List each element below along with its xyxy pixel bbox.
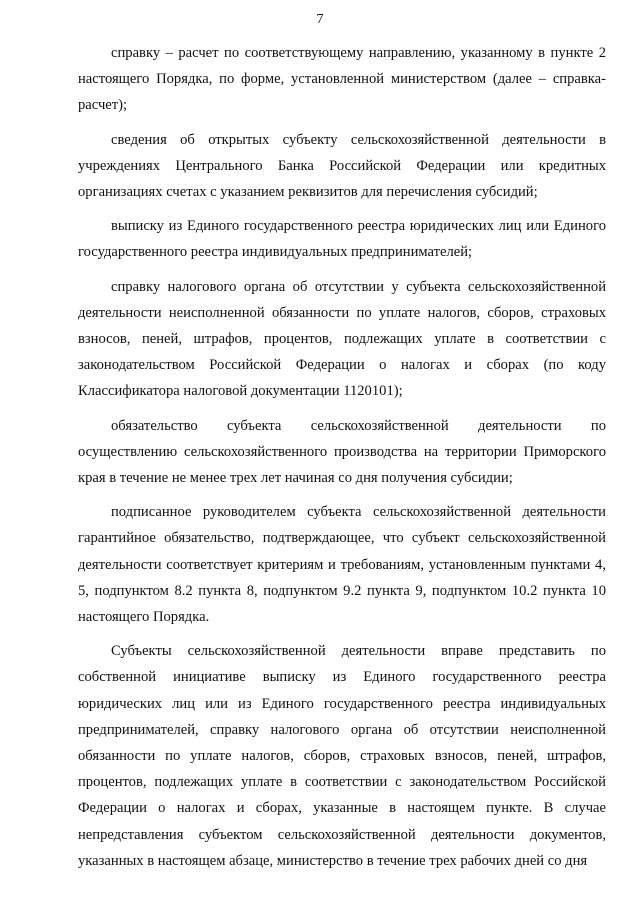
paragraph-subekty-vprave: Субъекты сельскохозяйственной деятельности вправе представить по собственной инициативе выписку из Единого государственного реестра юридических лиц или из Единого государственного реестра индивидуальных предпринимателей, справку налогового органа об отсутствии неисполненной обязанности по уплате налогов, сборов, страховых взносов, пеней, штрафов, процентов, подлежащих уплате в соответствии с законодательством Российской Федерации о налогах и сборах, указанные в настоящем пункте. В случае непредставления субъектом сельскохозяйственной деятельности документов, указанных в настоящем абзаце, министерство в течение трех рабочих дней со дня (78, 643, 606, 869)
paragraph-obyazatelstvo: обязательство субъекта сельскохозяйственной деятельности по осуществлению сельскохозяйственного производства на территории Приморского края в течение не менее трех лет начиная со дня получения субсидии; (78, 417, 606, 487)
paragraph-spravka-raschet: справку – расчет по соответствующему направлению, указанному в пункте 2 настоящего Порядка, по форме, установленной министерством (далее – справка-расчет); (78, 45, 606, 114)
page-number: 7 (316, 12, 324, 27)
document-body (78, 40, 606, 874)
paragraph-garantiynoe-obyazatelstvo: подписанное руководителем субъекта сельскохозяйственной деятельности гарантийное обязательство, подтверждающее, что субъект сельскохозяйственной деятельности соответствует критериям и требованиям, установленным пунктами 4, 5, подпунктом 8.2 пункта 8, подпунктом 9.2 пункта 9, подпунктом 10.2 пункта 10 настоящего Порядка. (78, 504, 606, 626)
paragraph-spravka-nalogovogo-organa: справку налогового органа об отсутствии у субъекта сельскохозяйственной деятельности неисполненной обязанности по уплате налогов, сборов, страховых взносов, пеней, штрафов, процентов, подлежащих уплате в соответствии с законодательством Российской Федерации о налогах и сборах (по коду Классификатора налоговой документации 1120101); (78, 278, 606, 400)
paragraph-svedeniya-schetah: сведения об открытых субъекту сельскохозяйственной деятельности в учреждениях Центрального Банка Российской Федерации или кредитных организациях счетах с указанием реквизитов для перечисления субсидий; (78, 131, 606, 201)
paragraph-vypiska-egrul: выписку из Единого государственного реестра юридических лиц или Единого государственного реестра индивидуальных предпринимателей; (78, 218, 606, 261)
